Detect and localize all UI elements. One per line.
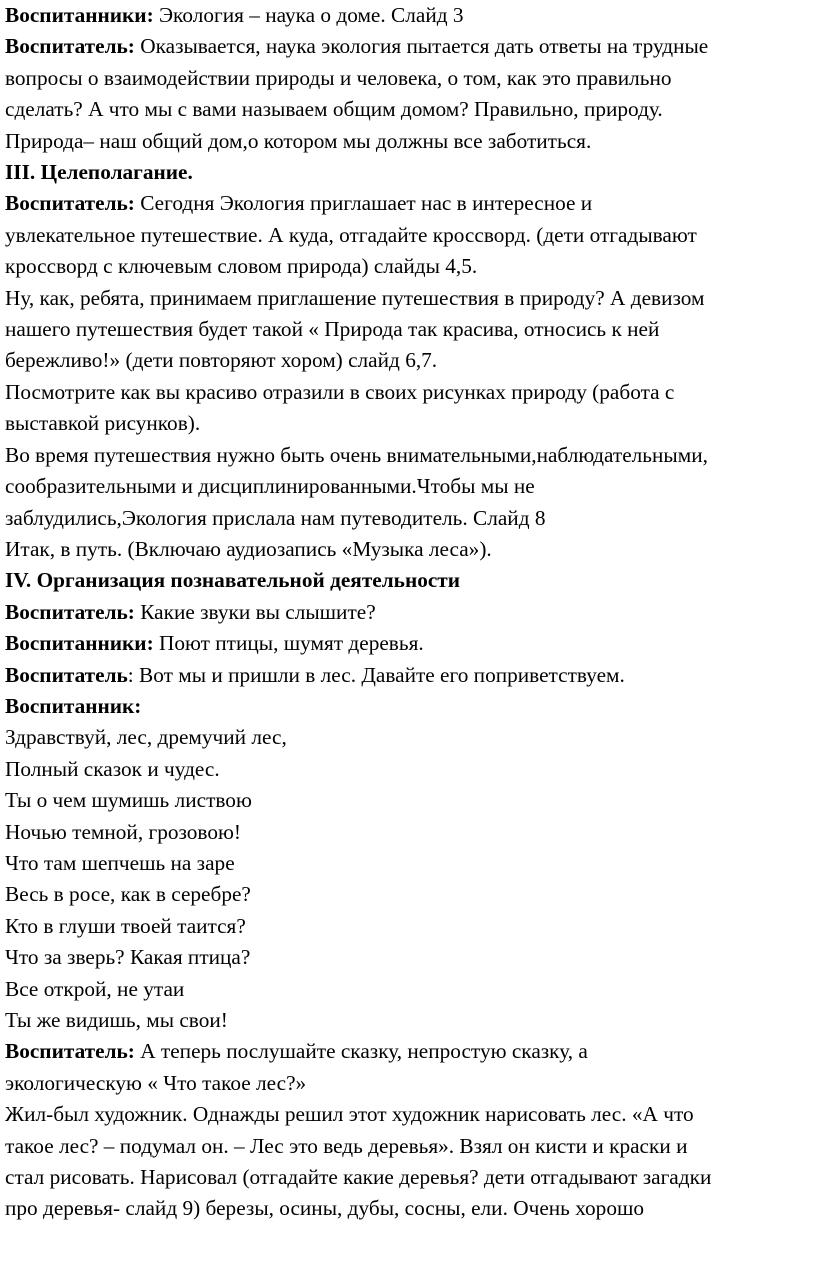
line-text: : Вот мы и пришли в лес. Давайте его поприветствуем. — [127, 662, 625, 687]
speaker-label: Воспитанники: — [5, 3, 154, 27]
text-line — [5, 534, 810, 565]
speaker-label: Воспитатель: — [5, 1039, 135, 1064]
text-line — [5, 1131, 810, 1162]
text-line — [5, 879, 810, 910]
text-line — [5, 283, 810, 314]
line-text: Ты же видишь, мы свои! — [5, 1008, 228, 1032]
text-line — [5, 345, 810, 376]
text-line — [5, 440, 810, 471]
text-line — [5, 220, 810, 251]
text-line — [5, 1162, 810, 1193]
speaker-label: Воспитатель: — [5, 191, 135, 216]
line-text: Кто в глуши твоей таится? — [5, 913, 246, 938]
line-text: Поют птицы, шумят деревья. — [153, 631, 424, 656]
line-text: Что там шепчешь на заре — [5, 850, 235, 875]
speaker-label: Воспитатель: — [5, 34, 135, 59]
section-heading: IV. Организация познавательной деятельности — [5, 568, 461, 593]
line-text: Итак, в путь. (Включаю аудиозапись «Музыка леса»). — [5, 536, 492, 561]
text-line — [5, 722, 810, 753]
text-line — [5, 817, 810, 848]
section-heading: Воспитанник: — [5, 693, 142, 718]
line-text: кроссворд с ключевым словом природа) слайды 4,5. — [5, 254, 478, 279]
line-text: такое лес? – подумал он. – Лес это ведь деревья». Взял он кисти и краски и — [5, 1133, 688, 1158]
text-line — [5, 314, 810, 345]
text-line — [5, 1005, 810, 1036]
text-line — [5, 251, 810, 282]
line-text: сообразительными и дисциплинированными.Чтобы мы не — [5, 474, 535, 499]
line-text: стал рисовать. Нарисовал (отгадайте какие деревья? дети отгадывают загадки — [5, 1165, 712, 1190]
line-text: Посмотрите как вы красиво отразили в своих рисунках природу (работа с — [5, 379, 675, 404]
line-text: выставкой рисунков). — [5, 411, 201, 436]
line-text: Ты о чем шумишь листвою — [5, 788, 252, 813]
speaker-label: Воспитанники: — [5, 631, 154, 656]
text-line — [5, 628, 810, 659]
line-text: Все открой, не утаи — [5, 976, 185, 1001]
line-text: Во время путешествия нужно быть очень внимательными,наблюдательными, — [5, 442, 708, 467]
speaker-label: Воспитатель — [5, 662, 128, 687]
line-text: заблудились,Экология прислала нам путеводитель. Слайд 8 — [5, 505, 546, 530]
line-text: Полный сказок и чудес. — [5, 756, 220, 781]
text-line — [5, 1099, 810, 1130]
text-line — [5, 63, 810, 94]
text-line — [5, 377, 810, 408]
text-line — [5, 848, 810, 879]
line-text: Экология – наука о доме. Слайд 3 — [153, 3, 464, 27]
line-text: увлекательное путешествие. А куда, отгадайте кроссворд. (дети отгадывают — [5, 222, 697, 247]
text-line — [5, 1036, 810, 1067]
text-line — [5, 1068, 810, 1099]
section-heading: III. Целеполагание. — [5, 160, 193, 185]
text-line — [5, 503, 810, 534]
text-line — [5, 974, 810, 1005]
text-line — [5, 94, 810, 125]
line-text: Природа– наш общий дом,о котором мы должны все заботиться. — [5, 128, 592, 153]
text-line — [5, 911, 810, 942]
line-text: А теперь послушайте сказку, непростую сказку, а — [134, 1039, 588, 1064]
speaker-label: Воспитатель: — [5, 599, 135, 624]
line-text: сделать? А что мы с вами называем общим домом? Правильно, природу. — [5, 97, 663, 122]
line-text: Жил-был художник. Однажды решил этот художник нарисовать лес. «А что — [5, 1102, 694, 1127]
line-text: Ночью темной, грозовою! — [5, 819, 241, 844]
text-line — [5, 942, 810, 973]
line-text: вопросы о взаимодействии природы и человека, о том, как это правильно — [5, 65, 672, 90]
text-line — [5, 597, 810, 628]
line-text: Какие звуки вы слышите? — [134, 599, 376, 624]
line-text: Сегодня Экология приглашает нас в интересное и — [134, 191, 593, 216]
text-line — [5, 0, 810, 31]
text-line — [5, 754, 810, 785]
line-text: экологическую « Что такое лес?» — [5, 1070, 307, 1095]
text-line — [5, 408, 810, 439]
line-text: Здравствуй, лес, дремучий лес, — [5, 725, 287, 750]
line-text: Весь в росе, как в серебре? — [5, 882, 251, 907]
text-line — [5, 785, 810, 816]
text-line — [5, 126, 810, 157]
line-text: Что за зверь? Какая птица? — [5, 945, 251, 970]
text-line — [5, 31, 810, 62]
text-line — [5, 188, 810, 219]
line-text: про деревья- слайд 9) березы, осины, дубы, сосны, ели. Очень хорошо — [5, 1196, 645, 1221]
line-text: бережливо!» (дети повторяют хором) слайд 6,7. — [5, 348, 438, 373]
text-line — [5, 1193, 810, 1224]
line-text: Ну, как, ребята, принимаем приглашение путешествия в природу? А девизом — [5, 285, 705, 310]
line-text: Оказывается, наука экология пытается дать ответы на трудные — [134, 34, 709, 59]
line-text: нашего путешествия будет такой « Природа так красива, относись к ней — [5, 317, 660, 342]
text-line — [5, 471, 810, 502]
text-line — [5, 660, 810, 691]
